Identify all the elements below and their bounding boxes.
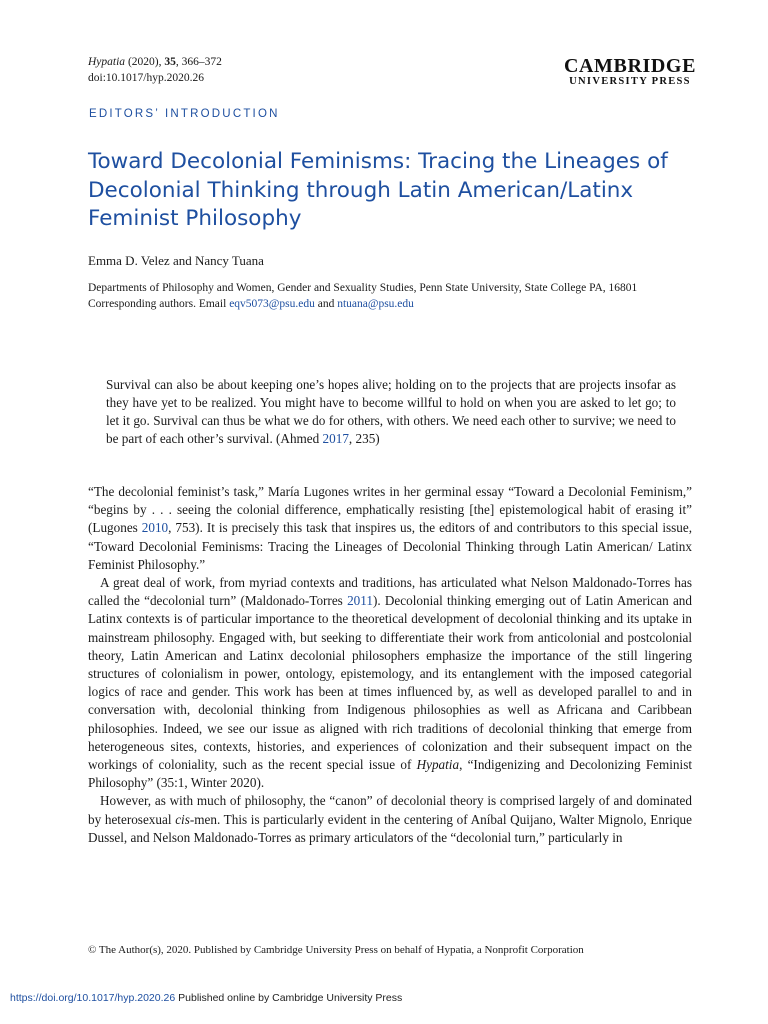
paragraph-3-emphasis: cis [175,811,190,827]
paragraph-2-text-c: , “Indigenizing and Decolonizing Feminist Philosophy” (35:1, Winter 2020). [88,757,692,791]
copyright-notice: © The Author(s), 2020. Published by Cambridge University Press on behalf of Hypatia, a Nonprofit Corporation [88,944,584,956]
journal-pages: , 366–372 [175,56,222,68]
epigraph-quote [106,376,676,448]
paragraph-1-text-a: “The decolonial feminist’s task,” María Lugones writes in her germinal essay “Toward a Decolonial Feminism,” “begins by . . . seeing the colonial difference, emphatically resisting [the] epistemological habit of erasing it” (Lugones [88,484,692,536]
journal-name-inline: Hypatia [416,757,460,773]
affiliation: Departments of Philosophy and Women, Gender and Sexuality Studies, Penn State University, State College PA, 16801 [88,282,638,294]
article-doi: doi:10.1017/hyp.2020.26 [88,72,204,84]
paragraph-3-text-a: However, as with much of philosophy, the “canon” of decolonial theory is comprised largely of and dominated by heterosexual [88,793,692,827]
logo-cambridge-text: CAMBRIDGE [563,55,697,77]
paragraph-1 [88,483,692,574]
journal-citation-line [88,54,222,70]
journal-year: (2020), [125,56,165,68]
journal-volume: 35 [164,56,176,68]
journal-reference [88,54,222,86]
cambridge-logo [560,56,700,88]
paragraph-2-text-a: A great deal of work, from myriad contexts and traditions, has articulated what Nelson Maldonado-Torres has called the “decolonial turn” (Maldonado-Torres [88,575,692,609]
paragraph-3-text-b: -men. This is particularly evident in the centering of Aníbal Quijano, Walter Mignolo, Enrique Dussel, and Nelson Maldonado-Torres as primary articulators of the “decolonial turn,” particularly in [88,811,693,845]
author-affiliation-block [88,280,698,312]
author-names: Emma D. Velez and Nancy Tuana [88,253,264,268]
published-online-text: Published online by Cambridge University Press [175,992,403,1004]
email-link-tuana[interactable]: ntuana@psu.edu [337,298,414,310]
article-title: Toward Decolonial Feminisms: Tracing the Lineages of Decolonial Thinking through Latin American/Latinx Feminist Philosophy [88,149,668,231]
contact-prefix: Corresponding authors. Email [88,298,230,310]
page-footer [10,992,402,1004]
doi-link[interactable]: https://doi.org/10.1017/hyp.2020.26 [10,992,176,1004]
epigraph-citation-page: , 235) [348,431,380,446]
paragraph-3 [88,792,692,847]
logo-university-press-text: UNIVERSITY PRESS [569,76,691,87]
article-body [88,483,692,847]
contact-and: and [314,298,338,310]
section-label: EDITORS’ INTRODUCTION [89,108,280,120]
paragraph-2 [88,574,692,792]
paragraph-1-text-b: , 753). It is precisely this task that inspires us, the editors of and contributors to this special issue, “Toward Decolonial Feminisms: Tracing the Lineages of Decolonial Thinking through Latin American/ Latinx Feminist Philosophy.” [88,520,692,572]
paragraph-2-text-b: ). Decolonial thinking emerging out of Latin American and Latinx contexts is of particular importance to the theoretical development of decolonial thinking and its uptake in mainstream philosophy. Engaged with, but seeking to differentiate their work from anticolonial and postcolonial theory, Latin American and Latinx decolonial philosophers emphasize the importance of the still lingering structures of colonialism in power, ontology, epistemology, and its entanglement with the imposed categorial logics of race and gender. This work has been at times influenced by, as well as developed parallel to and in conversation with, decolonial thinking from Indigenous philosophies as well as Africana and Caribbean philosophies. Indeed, we see our issue as aligned with rich traditions of decolonial thinking that emerge from heterogeneous sites, contexts, histories, and experiences of colonization and their subsequent impact on the workings of coloniality, such as the recent special issue of [88,593,692,773]
citation-link-lugones-2010[interactable]: 2010 [141,520,169,536]
corresponding-authors [88,296,698,312]
citation-link-maldonado-torres-2011[interactable]: 2011 [347,593,373,609]
citation-link-ahmed-2017[interactable]: 2017 [322,431,349,446]
epigraph-text: Survival can also be about keeping one’s hopes alive; holding on to the projects that are projects insofar as they have yet to be realized. You might have to become willful to hold on when you are asked to let go; to let it go. Survival can thus be what we do for others, with others. We need each other to survive; we need to be part of each other’s survival. (Ahmed [106,377,676,446]
journal-name: Hypatia [88,56,126,68]
email-link-velez[interactable]: eqv5073@psu.edu [229,298,315,310]
